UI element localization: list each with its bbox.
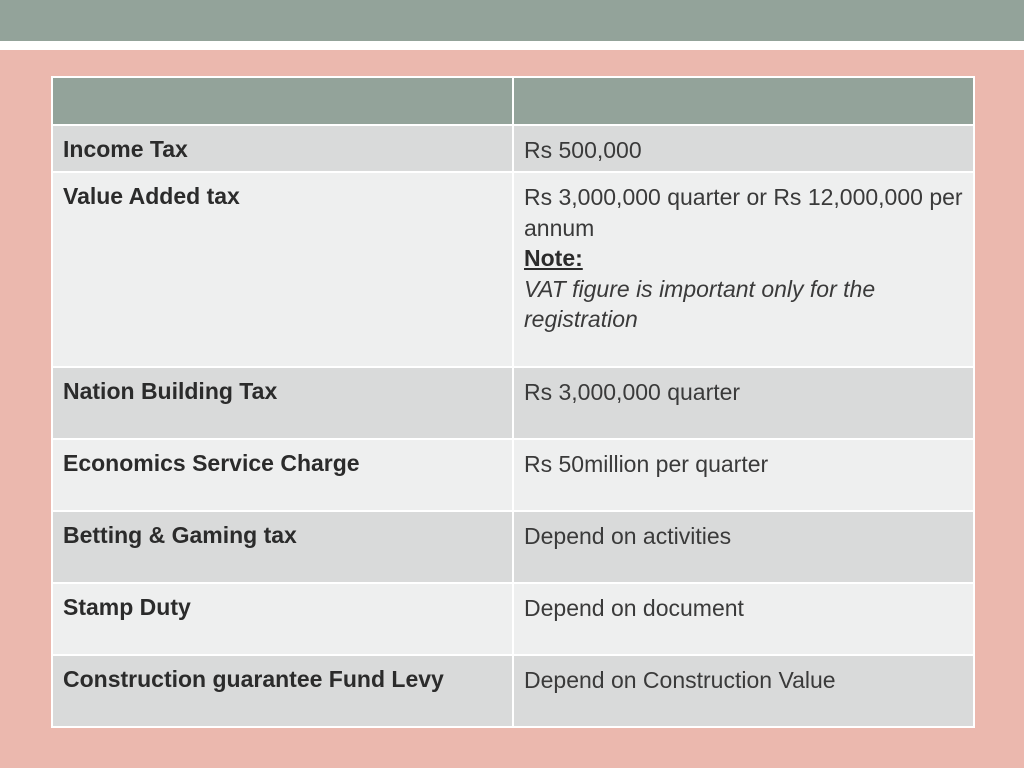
tax-name-cell bbox=[52, 125, 513, 172]
tax-name-cell bbox=[52, 511, 513, 583]
top-banner bbox=[0, 0, 1024, 41]
tax-name-cell bbox=[52, 172, 513, 367]
tax-name-cell bbox=[52, 367, 513, 439]
threshold-cell bbox=[513, 655, 974, 727]
table-header-row bbox=[52, 77, 974, 125]
threshold-value: Depend on activities bbox=[524, 523, 732, 549]
table-row bbox=[52, 583, 974, 655]
header-cell-1 bbox=[52, 77, 513, 125]
banner-divider bbox=[0, 41, 1024, 50]
tax-name-cell bbox=[52, 655, 513, 727]
tax-name: Betting & Gaming tax bbox=[63, 522, 297, 548]
threshold-cell bbox=[513, 511, 974, 583]
tax-name: Economics Service Charge bbox=[63, 450, 360, 476]
table-row bbox=[52, 367, 974, 439]
table-row bbox=[52, 439, 974, 511]
threshold-value: Rs 3,000,000 quarter bbox=[524, 379, 741, 405]
table-row bbox=[52, 511, 974, 583]
threshold-cell bbox=[513, 172, 974, 367]
threshold-value: Rs 50million per quarter bbox=[524, 451, 769, 477]
tax-name: Stamp Duty bbox=[63, 594, 191, 620]
tax-threshold-table bbox=[51, 76, 975, 728]
threshold-value: Depend on document bbox=[524, 595, 744, 621]
table-row bbox=[52, 125, 974, 172]
threshold-value-block bbox=[514, 173, 973, 335]
threshold-cell bbox=[513, 367, 974, 439]
tax-name: Income Tax bbox=[63, 136, 188, 162]
threshold-cell bbox=[513, 125, 974, 172]
threshold-value: Rs 500,000 bbox=[524, 137, 642, 163]
tax-name-cell bbox=[52, 439, 513, 511]
note-text: VAT figure is important only for the registration bbox=[524, 275, 876, 333]
note-label: Note: bbox=[524, 245, 583, 272]
tax-name: Value Added tax bbox=[63, 183, 240, 209]
threshold-value: Rs 3,000,000 quarter or Rs 12,000,000 per annum bbox=[524, 184, 963, 241]
threshold-value: Depend on Construction Value bbox=[524, 667, 836, 693]
table-row bbox=[52, 172, 974, 367]
threshold-cell bbox=[513, 583, 974, 655]
header-cell-2 bbox=[513, 77, 974, 125]
tax-name: Construction guarantee Fund Levy bbox=[63, 666, 444, 692]
tax-name-cell bbox=[52, 583, 513, 655]
threshold-cell bbox=[513, 439, 974, 511]
tax-name: Nation Building Tax bbox=[63, 378, 278, 404]
table-row bbox=[52, 655, 974, 727]
